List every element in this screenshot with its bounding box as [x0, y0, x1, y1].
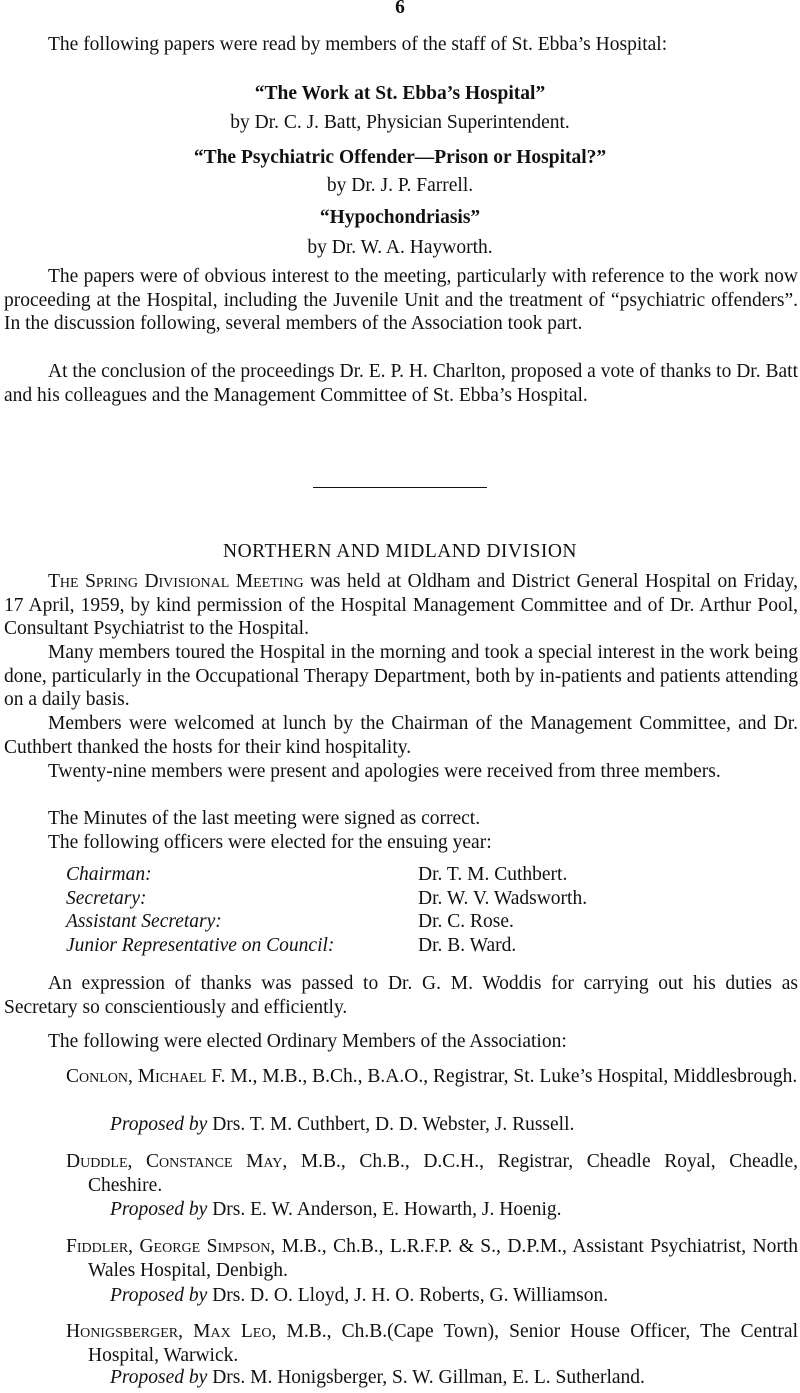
paper-author-2: by Dr. J. P. Farrell.	[326, 175, 474, 196]
thanks-paragraph: An expression of thanks was passed to Dr. G. M. Woddis for carrying out his duties as Secretary so conscientiously and efficiently.	[4, 973, 798, 1018]
member-name: Conlon, Michael F. M.	[66, 1066, 253, 1087]
papers-discussion-paragraph: The papers were of obvious interest to the meeting, particularly with reference to the work now proceeding at the Hospital, including the Juvenile Unit and the treatment of “psychiatric offenders”. In the discussion following, several members of the Association took part.	[4, 266, 798, 334]
member-details: , M.B., Ch.B., L.R.F.P. & S., D.P.M., Assistant Psychiatrist, North Wales Hospital, Denbigh.	[88, 1236, 798, 1281]
paper-title-3: “Hypochondriasis”	[319, 207, 481, 228]
proposer-names: Drs. E. W. Anderson, E. Howarth, J. Hoenig.	[207, 1199, 562, 1220]
officer-role: Junior Representative on Council:	[66, 934, 335, 956]
proposed-by-label: Proposed by	[110, 1285, 208, 1306]
officer-name: Dr. B. Ward.	[418, 934, 517, 956]
proposed-by-label: Proposed by	[110, 1114, 208, 1135]
member-entry	[66, 1235, 798, 1282]
member-proposers	[110, 1284, 798, 1308]
paper-title-1: “The Work at St. Ebba’s Hospital”	[254, 83, 546, 104]
lunch-paragraph: Members were welcomed at lunch by the Chairman of the Management Committee, and Dr. Cuthbert thanked the hosts for their kind hospitality.	[4, 713, 798, 758]
officers-table	[66, 863, 587, 957]
member-name: Honigsberger, Max Leo	[66, 1321, 272, 1342]
officer-name: Dr. C. Rose.	[418, 911, 514, 932]
papers-intro: The following papers were read by members of the staff of St. Ebba’s Hospital:	[48, 34, 668, 55]
meeting-paragraph	[4, 570, 798, 641]
meeting-text: was held at Oldham and District General Hospital on Friday, 17 April, 1959, by kind permission of the Hospital Management Committee and of Dr. Arthur Pool, Consultant Psychiatrist to the Hospital.	[4, 571, 798, 639]
proposed-by-label: Proposed by	[110, 1367, 208, 1388]
officer-row	[66, 934, 587, 958]
officer-role: Secretary:	[66, 887, 147, 909]
members-intro: The following were elected Ordinary Members of the Association:	[48, 1031, 567, 1052]
proposer-names: Drs. T. M. Cuthbert, D. D. Webster, J. Russell.	[207, 1114, 575, 1135]
member-proposers	[110, 1366, 798, 1390]
member-name: Fiddler, George Simpson	[66, 1236, 271, 1257]
minutes-paragraph: The Minutes of the last meeting were signed as correct.	[48, 808, 481, 829]
member-proposers	[110, 1113, 798, 1137]
member-entry	[66, 1065, 798, 1089]
officer-row	[66, 863, 587, 887]
section-divider	[313, 487, 487, 488]
proposer-names: Drs. D. O. Lloyd, J. H. O. Roberts, G. Williamson.	[207, 1285, 609, 1306]
member-proposers	[110, 1198, 798, 1222]
officer-role: Assistant Secretary:	[66, 911, 222, 932]
attendance-paragraph: Twenty-nine members were present and apologies were received from three members.	[48, 761, 721, 782]
meeting-lead-text: The Spring Divisional Meeting	[48, 571, 304, 592]
tour-paragraph: Many members toured the Hospital in the morning and took a special interest in the work being done, particularly in the Occupational Therapy Department, both by in-patients and patients attending on a daily basis.	[4, 642, 798, 710]
proposer-names: Drs. M. Honigsberger, S. W. Gillman, E. L. Sutherland.	[207, 1367, 645, 1388]
member-name: Duddle, Constance May	[66, 1151, 283, 1172]
paper-author-1: by Dr. C. J. Batt, Physician Superintendent.	[230, 112, 570, 133]
vote-of-thanks-paragraph: At the conclusion of the proceedings Dr. E. P. H. Charlton, proposed a vote of thanks to Dr. Batt and his colleagues and the Management Committee of St. Ebba’s Hospital.	[4, 361, 798, 406]
member-entry	[66, 1320, 798, 1367]
proposed-by-label: Proposed by	[110, 1199, 208, 1220]
paper-title-2: “The Psychiatric Offender—Prison or Hospital?”	[193, 147, 607, 168]
paper-author-3: by Dr. W. A. Hayworth.	[307, 237, 493, 258]
officer-name: Dr. W. V. Wadsworth.	[418, 887, 588, 909]
officer-name: Dr. T. M. Cuthbert.	[418, 864, 568, 885]
member-details: , M.B., Ch.B., D.C.H., Registrar, Cheadle Royal, Cheadle, Cheshire.	[88, 1151, 798, 1196]
page-number: 6	[395, 0, 405, 18]
division-heading: NORTHERN AND MIDLAND DIVISION	[222, 541, 578, 562]
officers-intro: The following officers were elected for the ensuing year:	[48, 832, 492, 853]
member-details: , M.B., Ch.B.(Cape Town), Senior House Officer, The Central Hospital, Warwick.	[88, 1321, 798, 1366]
officer-role: Chairman:	[66, 864, 152, 885]
member-entry	[66, 1150, 798, 1197]
officer-row	[66, 887, 587, 911]
officer-row	[66, 910, 587, 934]
member-details: , M.B., B.Ch., B.A.O., Registrar, St. Luke’s Hospital, Middlesbrough.	[252, 1066, 798, 1087]
